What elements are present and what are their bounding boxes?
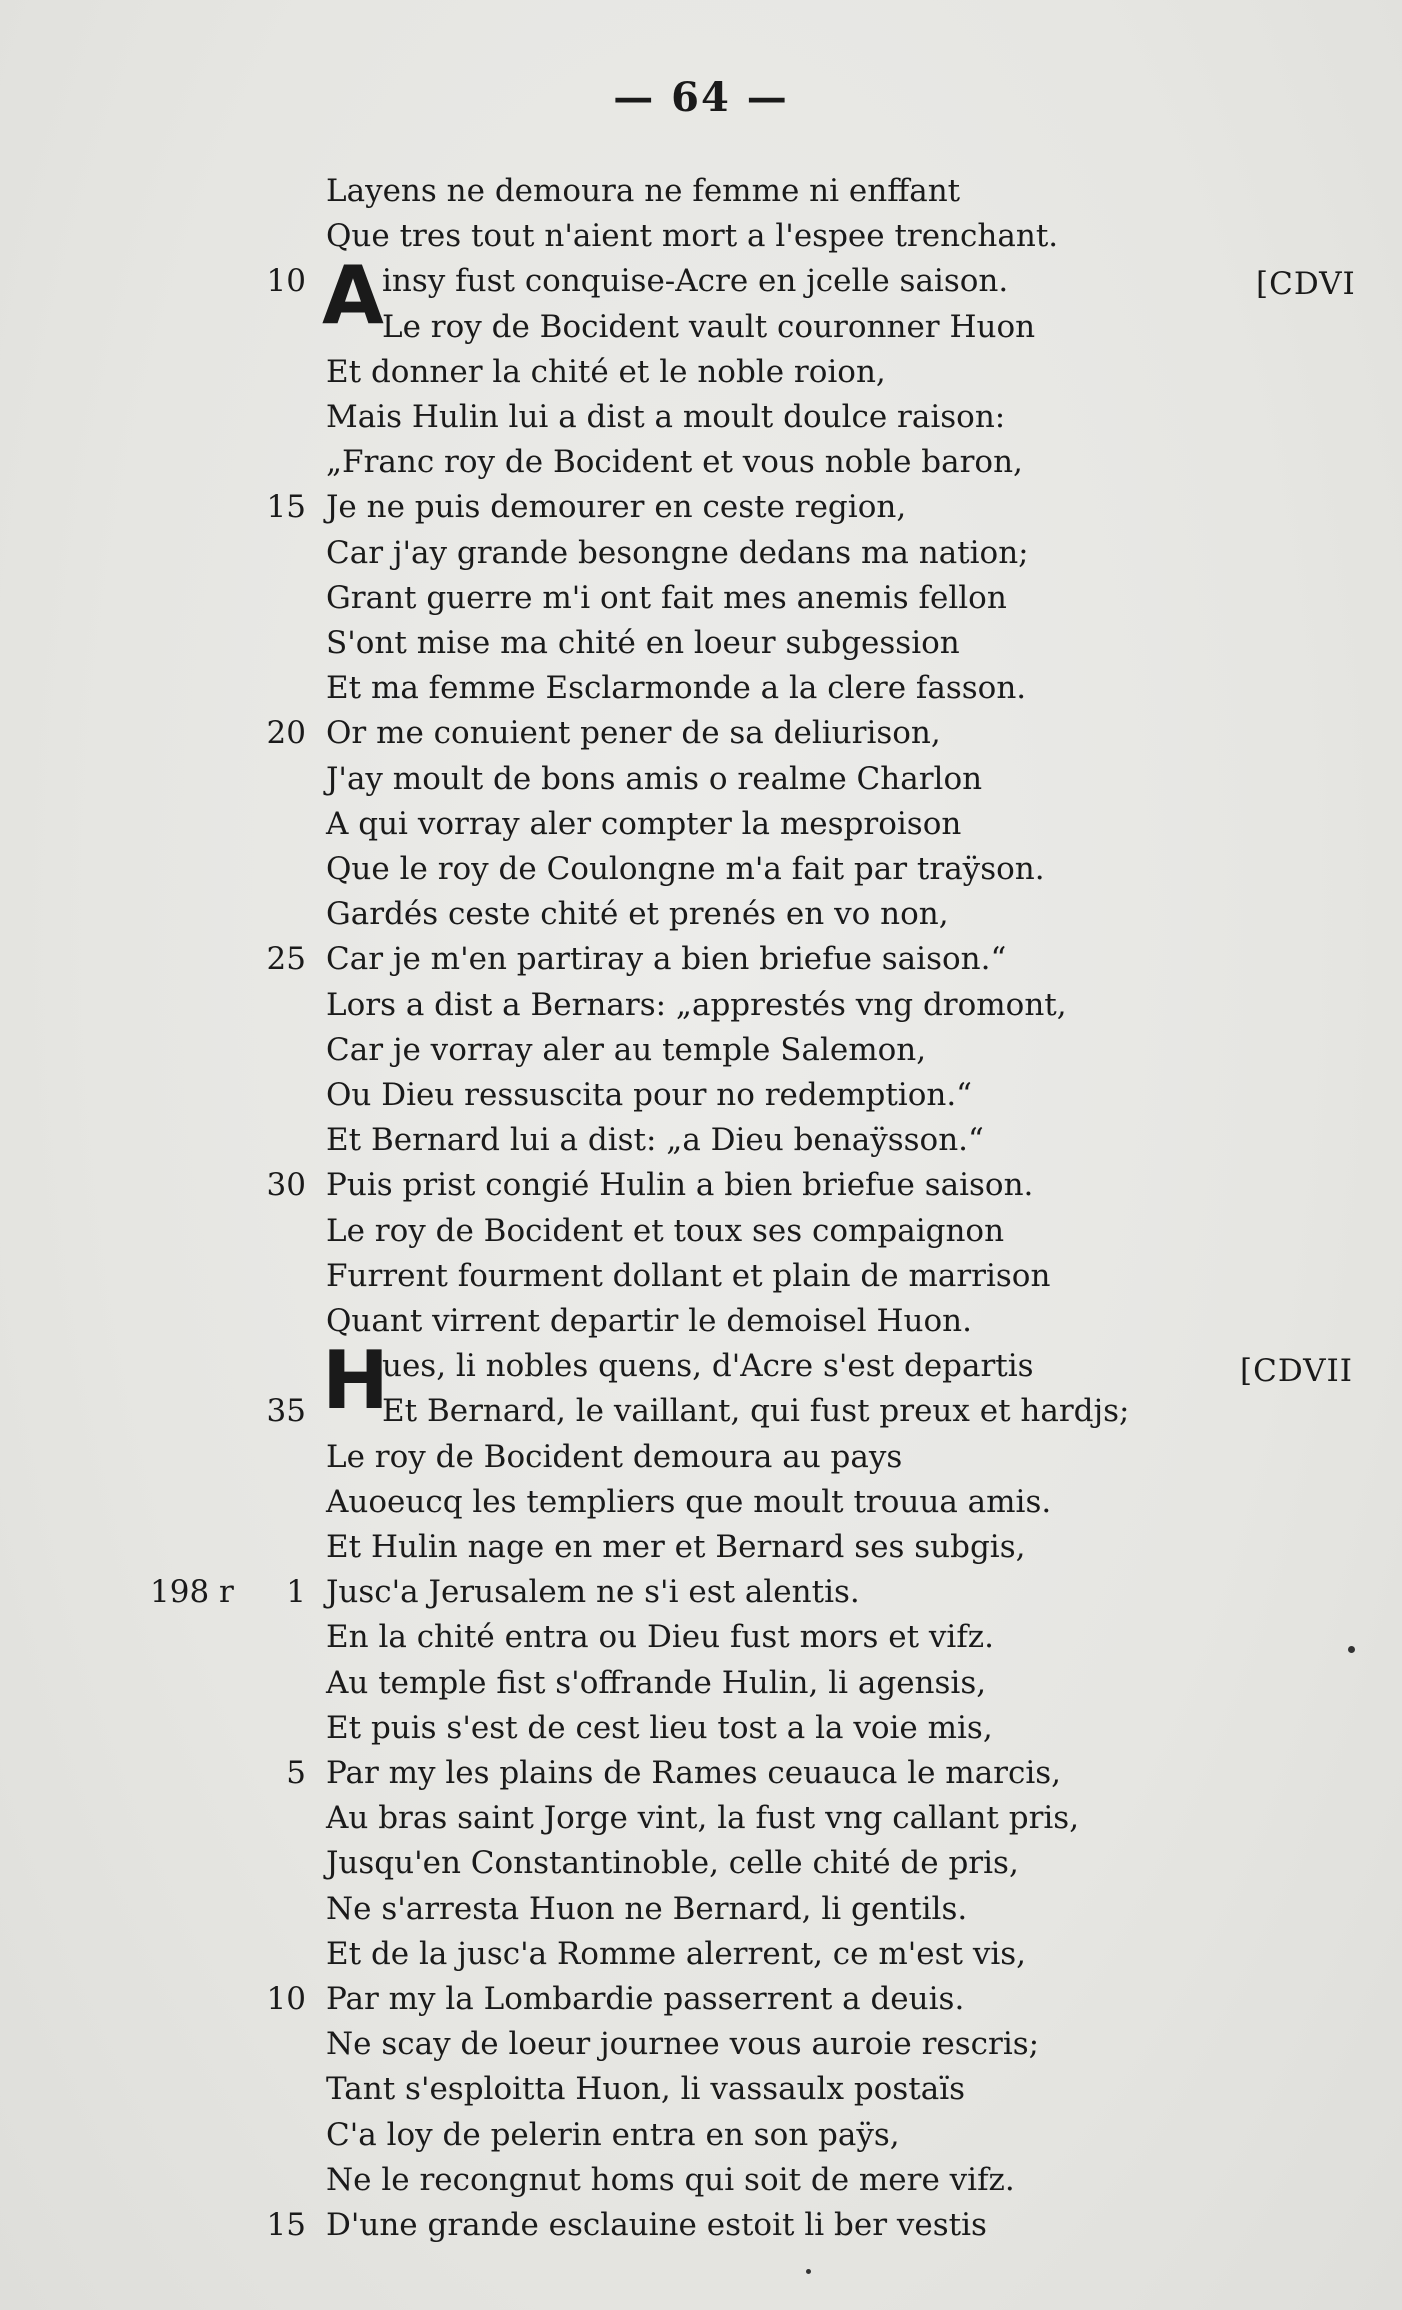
verse-text: Grant guerre m'i ont fait mes anemis fellon: [326, 580, 1007, 616]
verse-text: Que le roy de Coulongne m'a fait par traÿson.: [326, 851, 1045, 887]
verse-text: Furrent fourment dollant et plain de marrison: [326, 1258, 1051, 1294]
verse-line: [0, 1931, 1402, 1977]
verse-text: Et Bernard, le vaillant, qui fust preux et hardjs;: [382, 1393, 1130, 1429]
verse-line: [0, 891, 1402, 937]
verse-line: [0, 1569, 1402, 1615]
verse-line: [0, 1117, 1402, 1163]
line-number: 1: [286, 1574, 306, 1610]
verse-line: [0, 1524, 1402, 1570]
line-number: 15: [266, 2207, 306, 2243]
verse-text: Et de la jusc'a Romme alerrent, ce m'est vis,: [326, 1936, 1027, 1972]
line-number: 30: [266, 1167, 306, 1203]
verse-text: A qui vorray aler compter la mesproison: [326, 806, 962, 842]
verse-line: [0, 575, 1402, 621]
verse-line: [0, 665, 1402, 711]
verse-text: Je ne puis demourer en ceste region,: [326, 489, 907, 525]
verse-text: Le roy de Bocident demoura au pays: [326, 1439, 903, 1475]
drop-capital: H: [322, 1334, 389, 1427]
verse-line: [0, 2202, 1402, 2248]
verse-line: [0, 530, 1402, 576]
verse-text: Mais Hulin lui a dist a moult doulce raison:: [326, 399, 1006, 435]
verse-line: [0, 1660, 1402, 1706]
verse-text: Puis prist congié Hulin a bien briefue saison.: [326, 1167, 1034, 1203]
verse-line: [0, 936, 1402, 982]
verse-text: Que tres tout n'aient mort a l'espee trenchant.: [326, 218, 1059, 254]
verse-line: [0, 168, 1402, 214]
verse-line: [0, 846, 1402, 892]
verse-text: Et donner la chité et le noble roion,: [326, 354, 886, 390]
marginal-note-cdvii: [CDVII: [1240, 1353, 1354, 1389]
verse-text: Et ma femme Esclarmonde a la clere fasson.: [326, 670, 1027, 706]
verse-line: [0, 801, 1402, 847]
verse-text: Par my la Lombardie passerrent a deuis.: [326, 1981, 965, 2017]
verse-line: [0, 2112, 1402, 2158]
verse-text: En la chité entra ou Dieu fust mors et vifz.: [326, 1619, 994, 1655]
verse-line: [0, 213, 1402, 259]
verse-text: Au temple fist s'offrande Hulin, li agensis,: [326, 1665, 987, 1701]
verse-line: [0, 2157, 1402, 2203]
verse-line: [0, 1072, 1402, 1118]
verse-line: [0, 620, 1402, 666]
verse-text: insy fust conquise-Acre en jcelle saison.: [382, 263, 1009, 299]
verse-line: [0, 349, 1402, 395]
verse-text: Or me conuient pener de sa deliurison,: [326, 715, 941, 751]
verse-line: [0, 982, 1402, 1028]
verse-text: Car je vorray aler au temple Salemon,: [326, 1032, 927, 1068]
verse-text: Et Bernard lui a dist: „a Dieu benaÿsson.“: [326, 1122, 984, 1158]
verse-text: Le roy de Bocident vault couronner Huon: [382, 309, 1036, 345]
line-number: 10: [266, 1981, 306, 2017]
line-number: 25: [266, 941, 306, 977]
line-number: 15: [266, 489, 306, 525]
verse-line: [0, 484, 1402, 530]
verse-line: [0, 1388, 1402, 1434]
verse-text: ues, li nobles quens, d'Acre s'est departis: [382, 1348, 1034, 1384]
verse-line: [0, 1705, 1402, 1751]
verse-text: „Franc roy de Bocident et vous noble baron,: [326, 444, 1023, 480]
line-number: 20: [266, 715, 306, 751]
verse-text: Et puis s'est de cest lieu tost a la voie mis,: [326, 1710, 993, 1746]
verse-line: [0, 304, 1402, 350]
verse-text: Jusc'a Jerusalem ne s'i est alentis.: [326, 1574, 860, 1610]
page-number: — 64 —: [613, 74, 789, 121]
verse-line: [0, 1886, 1402, 1932]
line-number: 35: [266, 1393, 306, 1429]
verse-line: [0, 1750, 1402, 1796]
verse-line: [0, 1253, 1402, 1299]
verse-line: [0, 1840, 1402, 1886]
verse-text: Le roy de Bocident et toux ses compaignon: [326, 1213, 1005, 1249]
drop-capital: A: [322, 249, 384, 342]
verse-text: C'a loy de pelerin entra en son paÿs,: [326, 2117, 900, 2153]
verse-line: [0, 1298, 1402, 1344]
verse-line: [0, 1976, 1402, 2022]
verse-text: Au bras saint Jorge vint, la fust vng callant pris,: [326, 1800, 1080, 1836]
verse-text: Auoeucq les templiers que moult trouua amis.: [326, 1484, 1052, 1520]
verse-text: Quant virrent departir le demoisel Huon.: [326, 1303, 972, 1339]
line-number: 5: [286, 1755, 306, 1791]
verse-line: [0, 2021, 1402, 2067]
verse-line: [0, 2066, 1402, 2112]
line-number: 10: [266, 263, 306, 299]
verse-text: Car j'ay grande besongne dedans ma nation;: [326, 535, 1029, 571]
marginal-note-cdvi: [CDVI: [1256, 266, 1356, 302]
verse-line: [0, 1434, 1402, 1480]
verse-line: [0, 1614, 1402, 1660]
ink-speck: [806, 2269, 811, 2274]
verse-line: [0, 1795, 1402, 1841]
verse-text: Par my les plains de Rames ceuauca le marcis,: [326, 1755, 1062, 1791]
verse-text: Ne scay de loeur journee vous auroie rescris;: [326, 2026, 1040, 2062]
verse-text: S'ont mise ma chité en loeur subgession: [326, 625, 960, 661]
verse-text: Tant s'esploitta Huon, li vassaulx postaïs: [326, 2071, 966, 2107]
verse-line: [0, 710, 1402, 756]
verse-text: J'ay moult de bons amis o realme Charlon: [326, 761, 983, 797]
verse-text: Ne le recongnut homs qui soit de mere vifz.: [326, 2162, 1015, 2198]
verse-text: Ou Dieu ressuscita pour no redemption.“: [326, 1077, 973, 1113]
verse-line: [0, 1027, 1402, 1073]
ink-speck: [1348, 1646, 1355, 1653]
verse-text: Lors a dist a Bernars: „apprestés vng dromont,: [326, 987, 1067, 1023]
verse-line: [0, 439, 1402, 485]
verse-line: [0, 756, 1402, 802]
verse-text: Layens ne demoura ne femme ni enffant: [326, 173, 961, 209]
verse-line: [0, 394, 1402, 440]
verse-text: Car je m'en partiray a bien briefue saison.“: [326, 941, 1007, 977]
verse-line: [0, 1208, 1402, 1254]
verse-text: D'une grande esclauine estoit li ber vestis: [326, 2207, 987, 2243]
verse-line: [0, 1162, 1402, 1208]
verse-line: [0, 1479, 1402, 1525]
folio-marker: 198 r: [150, 1574, 234, 1610]
verse-text: Jusqu'en Constantinoble, celle chité de pris,: [326, 1845, 1019, 1881]
verse-text: Et Hulin nage en mer et Bernard ses subgis,: [326, 1529, 1026, 1565]
verse-text: Gardés ceste chité et prenés en vo non,: [326, 896, 949, 932]
verse-text: Ne s'arresta Huon ne Bernard, li gentils.: [326, 1891, 968, 1927]
